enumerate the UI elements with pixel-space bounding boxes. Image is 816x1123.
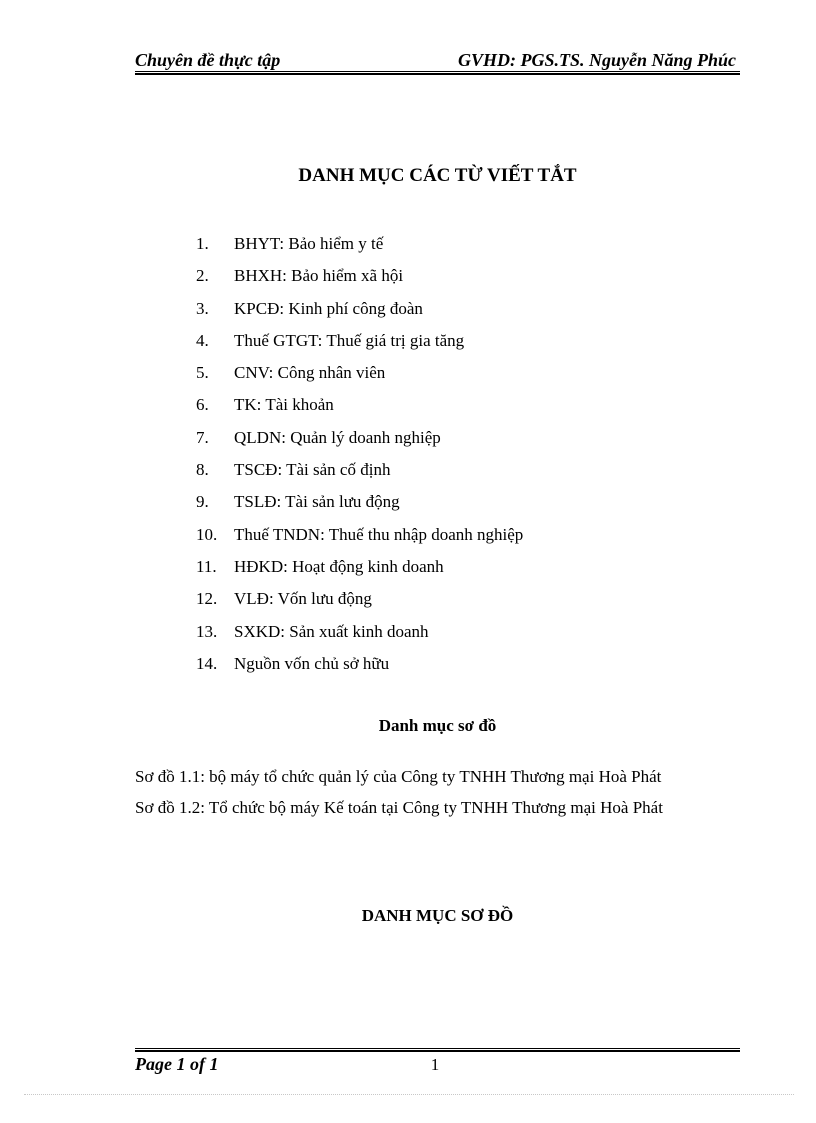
list-item — [196, 361, 523, 393]
header-right-text: GVHD: PGS.TS. Nguyễn Năng Phúc — [457, 50, 736, 70]
list-item-number: 1. — [196, 234, 209, 253]
list-item-text: Thuế GTGT: Thuế giá trị gia tăng — [234, 330, 465, 350]
list-item-number: 8. — [196, 460, 209, 480]
footer-page-number: 1 — [430, 1055, 440, 1074]
list-item-number: 4. — [196, 330, 209, 350]
list-item-text: TSLĐ: Tài sản lưu động — [234, 492, 400, 512]
list-item — [196, 652, 523, 684]
list-item-text: BHXH: Bảo hiểm xã hội — [234, 266, 404, 286]
list-item-text: QLDN: Quản lý doanh nghiệp — [234, 427, 441, 447]
diagrams-subtitle: Danh mục sơ đồ — [378, 716, 497, 735]
list-item — [196, 490, 523, 522]
diagram-entry: Sơ đồ 1.1: bộ máy tổ chức quản lý của Công ty TNHH Thương mại Hoà Phát — [135, 767, 662, 786]
header-left-text: Chuyên đề thực tập — [135, 50, 281, 70]
list-item-number: 3. — [196, 298, 209, 318]
list-item-text: TK: Tài khoản — [234, 395, 334, 415]
list-item — [196, 426, 523, 458]
list-item-number: 5. — [196, 363, 209, 383]
list-item — [196, 458, 523, 490]
list-item — [196, 523, 523, 555]
list-item-number: 14. — [196, 653, 218, 673]
abbreviations-title: DANH MỤC CÁC TỪ VIẾT TẮT — [298, 165, 577, 186]
list-item-number: 7. — [196, 427, 209, 447]
list-item-number: 13. — [196, 621, 218, 641]
header-divider-thick — [135, 73, 740, 75]
footer-divider-thick — [135, 1050, 740, 1052]
abbreviations-list — [196, 232, 523, 684]
list-item — [196, 555, 523, 587]
list-item-text: CNV: Công nhân viên — [234, 363, 386, 383]
section-title: DANH MỤC SƠ ĐỒ — [361, 906, 514, 925]
list-item-text: BHYT: Bảo hiểm y tế — [234, 234, 384, 253]
list-item — [196, 393, 523, 425]
list-item-number: 11. — [196, 556, 217, 576]
page-header — [135, 48, 740, 72]
list-item-text: HĐKD: Hoạt động kinh doanh — [234, 556, 444, 576]
diagram-entry: Sơ đồ 1.2: Tổ chức bộ máy Kế toán tại Công ty TNHH Thương mại Hoà Phát — [135, 798, 663, 817]
footer-page-label: Page 1 of 1 — [135, 1054, 219, 1074]
list-item — [196, 620, 523, 652]
list-item — [196, 264, 523, 296]
list-item-number: 10. — [196, 524, 218, 544]
list-item-number: 2. — [196, 266, 209, 286]
list-item — [196, 587, 523, 619]
list-item — [196, 329, 523, 361]
list-item — [196, 232, 523, 264]
list-item — [196, 297, 523, 329]
list-item-text: VLĐ: Vốn lưu động — [234, 589, 372, 609]
list-item-text: SXKD: Sản xuất kinh doanh — [234, 621, 429, 641]
list-item-text: Nguồn vốn chủ sở hữu — [234, 653, 390, 673]
diagrams-list — [135, 765, 745, 827]
header-divider — [135, 71, 740, 72]
list-item-text: KPCĐ: Kinh phí công đoàn — [234, 298, 423, 318]
list-item-text: Thuế TNDN: Thuế thu nhập doanh nghiệp — [234, 524, 524, 544]
list-item-number: 6. — [196, 395, 209, 415]
footer-divider — [135, 1048, 740, 1049]
list-item-text: TSCĐ: Tài sản cố định — [234, 460, 391, 480]
page-bottom-edge — [24, 1094, 794, 1095]
list-item-number: 12. — [196, 589, 218, 609]
list-item-number: 9. — [196, 492, 209, 512]
